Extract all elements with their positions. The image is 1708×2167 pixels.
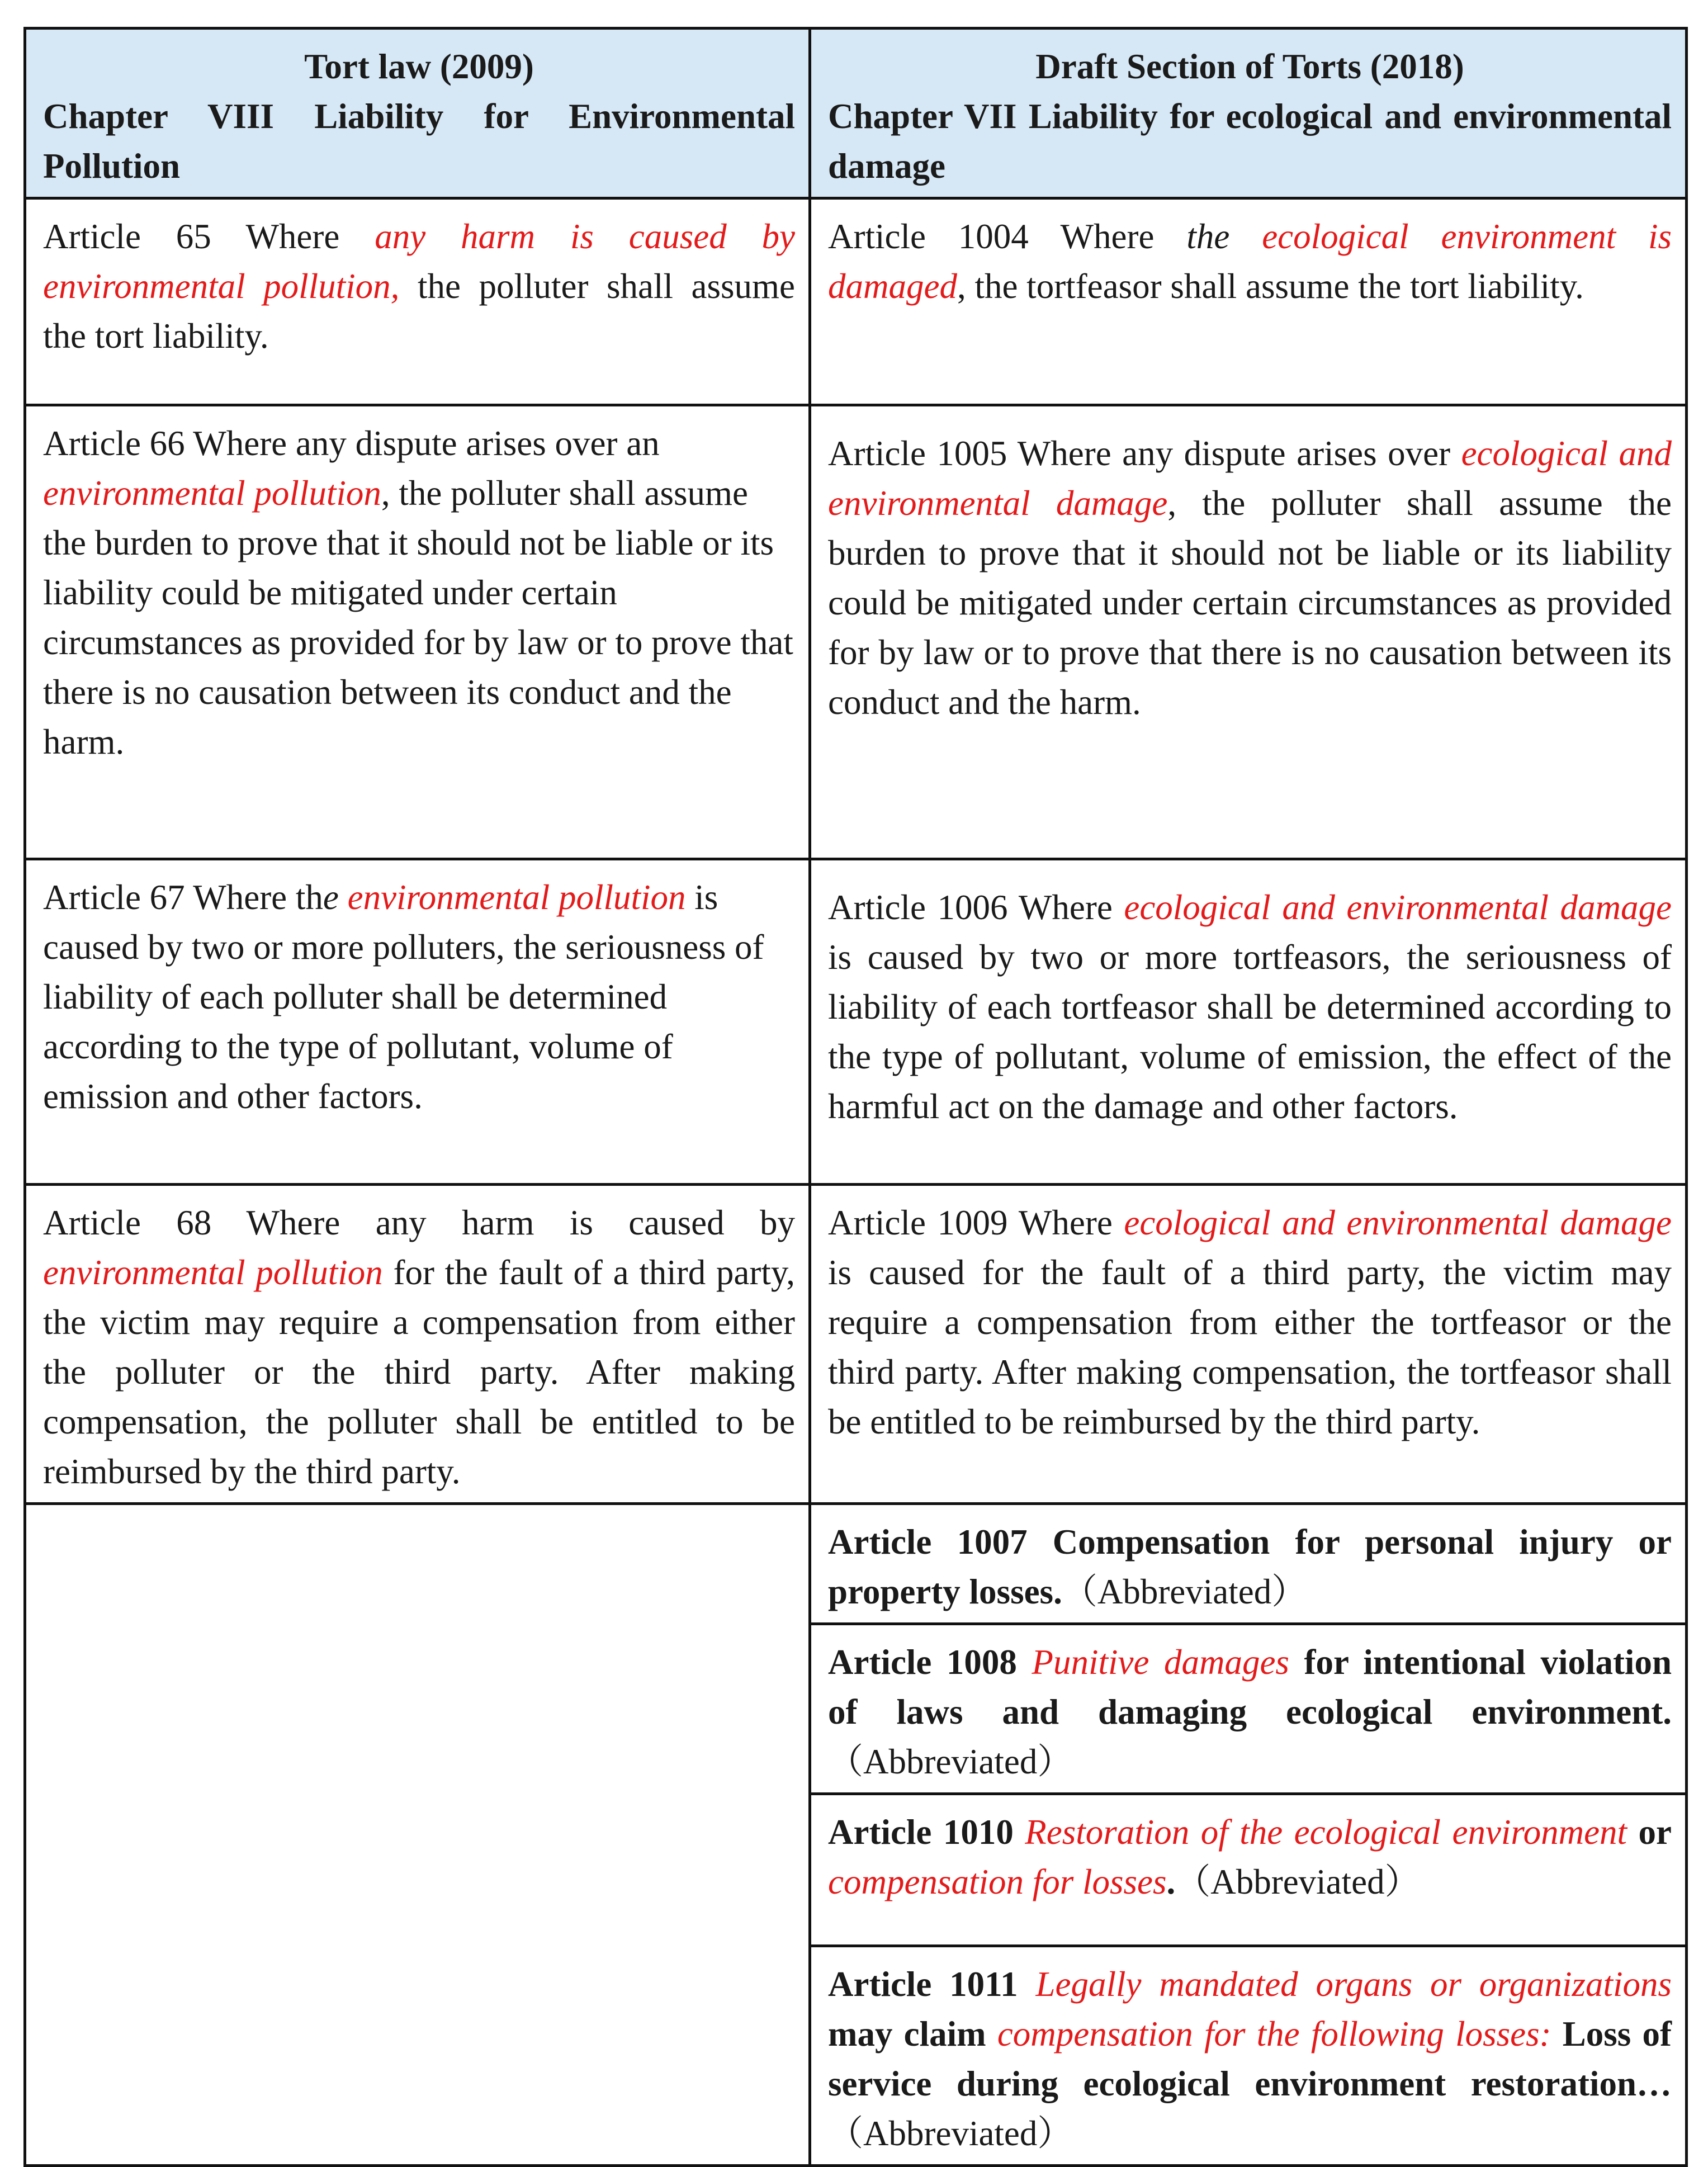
article-text: Article 1005 Where any dispute arises over xyxy=(828,434,1461,473)
highlight-text: ecological and environmental damage xyxy=(1124,1203,1672,1242)
article-text: Article 68 Where any harm is caused by xyxy=(43,1203,795,1242)
article-1008-cell xyxy=(810,1624,1687,1794)
article-text: may claim xyxy=(828,2014,997,2054)
italic-text: e xyxy=(323,878,348,917)
table-header-row xyxy=(25,29,1687,198)
article-text: , the polluter shall assume the burden to prove that it should not be liable or its liability could be mitigated under certain circumstances as provided for by law or to prove that there is no causation between its conduct and the harm. xyxy=(43,474,793,761)
article-1005-cell xyxy=(810,405,1687,859)
article-text: , the tortfeasor shall assume the tort liability. xyxy=(957,267,1584,306)
article-text: Article 1010 xyxy=(828,1813,1025,1852)
article-text: , the polluter shall assume the burden to prove that it should not be liable or its liability could be mitigated under certain circumstances as provided for by law or to prove that there is no causation between its conduct and the harm. xyxy=(828,484,1672,722)
article-text: is caused for the fault of a third party, the victim may require a compensation from either the tortfeasor or the third party. After making compensation, the tortfeasor shall be entitled to be reimbursed by the third party. xyxy=(828,1253,1672,1441)
article-text: . xyxy=(1166,1862,1176,1901)
article-text: Article 66 Where any dispute arises over an xyxy=(43,424,660,463)
highlight-text: ecological and environmental damage xyxy=(828,434,1672,523)
table-row xyxy=(25,405,1687,859)
abbreviated-note: （Abbreviated） xyxy=(828,2114,1073,2153)
highlight-text: any harm is caused by environmental pollution, xyxy=(43,217,796,306)
article-text: Article 67 Where th xyxy=(43,878,323,917)
article-1009-cell xyxy=(810,1185,1687,1504)
article-text: Loss of service during ecological environment restoration… xyxy=(828,2014,1672,2103)
italic-text: the xyxy=(1186,217,1262,256)
highlight-text: environmental pollution xyxy=(43,474,381,513)
table-row xyxy=(25,1185,1687,1504)
article-1004-cell xyxy=(810,198,1687,405)
highlight-text: compensation for losses xyxy=(828,1862,1167,1901)
article-text: Article 1011 xyxy=(828,1965,1036,2004)
article-text: is caused by two or more polluters, the seriousness of liability of each polluter shall be determined according to the type of pollutant, volume of emission and other factors. xyxy=(43,878,764,1116)
abbreviated-note: （Abbreviated） xyxy=(828,1742,1073,1781)
empty-left-cell xyxy=(25,1504,810,2166)
article-65-cell xyxy=(25,198,810,405)
article-text: Article 1008 xyxy=(828,1643,1032,1682)
article-text: Article 1009 Where xyxy=(828,1203,1124,1242)
article-text: Article 1004 Where xyxy=(828,217,1187,256)
table-row xyxy=(25,198,1687,405)
highlight-text: Legally mandated organs or organizations xyxy=(1035,1965,1672,2004)
article-text: Article 1006 Where xyxy=(828,888,1124,927)
article-text: Article 1007 Compensation for personal injury or property losses. xyxy=(828,1522,1672,1611)
highlight-text: environmental pollution xyxy=(43,1253,383,1292)
table-row xyxy=(25,859,1687,1185)
header-left-cell xyxy=(25,29,810,198)
header-right-title: Draft Section of Torts (2018) xyxy=(1035,47,1464,86)
abbreviated-note: （Abbreviated） xyxy=(1062,1572,1307,1611)
highlight-text: ecological and environmental damage xyxy=(1124,888,1672,927)
header-right-chapter: Chapter VII Liability for ecological and environmental damage xyxy=(828,97,1672,186)
header-left-title: Tort law (2009) xyxy=(304,47,534,86)
highlight-text: compensation for the following losses: xyxy=(997,2014,1551,2054)
table-row xyxy=(25,1504,1687,1624)
article-text: for the fault of a third party, the victim may require a compensation from either the polluter or the third party. After making compensation, the polluter shall be entitled to be reimbursed by the third party. xyxy=(43,1253,795,1491)
article-1006-cell xyxy=(810,859,1687,1185)
highlight-text: Punitive damages xyxy=(1032,1643,1289,1682)
header-left-chapter: Chapter VIII Liability for Environmental Pollution xyxy=(43,97,795,186)
highlight-text: Restoration of the ecological environment xyxy=(1025,1813,1627,1852)
article-1010-cell xyxy=(810,1794,1687,1946)
abbreviated-note: （Abbreviated） xyxy=(1175,1862,1420,1901)
highlight-text: ecological environment is damaged xyxy=(828,217,1672,306)
header-right-cell xyxy=(810,29,1687,198)
highlight-text: environmental pollution xyxy=(347,878,686,917)
article-67-cell xyxy=(25,859,810,1185)
article-1007-cell xyxy=(810,1504,1687,1624)
comparison-table xyxy=(23,27,1688,2167)
article-text: is caused by two or more tortfeasors, the seriousness of liability of each tortfeasor shall be determined according to the type of pollutant, volume of emission, the effect of the harmful act on the damage and other factors. xyxy=(828,938,1672,1126)
article-text: Article 65 Where xyxy=(43,217,375,256)
article-68-cell xyxy=(25,1185,810,1504)
article-text: for intentional violation of laws and damaging ecological environment. xyxy=(828,1643,1672,1731)
article-1011-cell xyxy=(810,1946,1687,2166)
article-text: or xyxy=(1627,1813,1672,1852)
article-66-cell xyxy=(25,405,810,859)
article-text: the polluter shall assume the tort liability. xyxy=(43,267,795,356)
